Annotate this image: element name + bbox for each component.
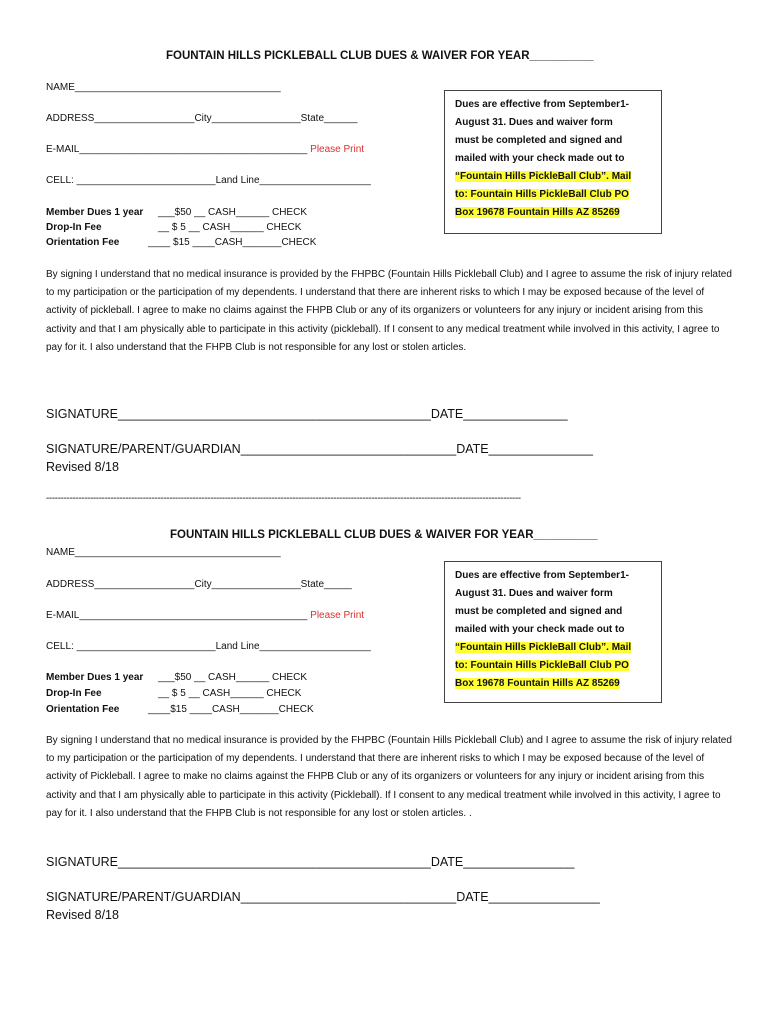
box-line-highlighted: “Fountain Hills PickleBall Club”. Mail <box>455 642 632 653</box>
signature-line[interactable]: SIGNATURE_____________________________________________DATE________________ <box>46 855 575 869</box>
name-field[interactable]: NAME_____________________________________ <box>46 547 281 558</box>
fee-label: Orientation Fee <box>46 704 120 715</box>
parent-signature-line[interactable]: SIGNATURE/PARENT/GUARDIAN_______________________________DATE_______________ <box>46 442 593 456</box>
email-label: E-MAIL_________________________________________ <box>46 610 308 621</box>
fee-detail[interactable]: ___$50 __ CASH______ CHECK <box>158 207 307 218</box>
fee-label: Orientation Fee <box>46 237 120 248</box>
box-line: mailed with your check made out to <box>455 153 625 164</box>
box-line: must be completed and signed and <box>455 135 623 146</box>
cell-field[interactable]: CELL: _________________________Land Line____________________ <box>46 641 371 652</box>
name-field[interactable]: NAME_____________________________________ <box>46 82 281 93</box>
cut-line-separator: ------------------------------------------------------------------------------------------------------------------------------------------------------------------ <box>46 493 521 504</box>
cell-field[interactable]: CELL: _________________________Land Line____________________ <box>46 175 371 186</box>
box-line: mailed with your check made out to <box>455 624 625 635</box>
please-print-note: Please Print <box>310 144 365 155</box>
fee-detail[interactable]: ___$50 __ CASH______ CHECK <box>158 672 307 683</box>
box-line: must be completed and signed and <box>455 606 623 617</box>
form-title: FOUNTAIN HILLS PICKLEBALL CLUB DUES & WAIVER FOR YEAR__________ <box>166 50 594 62</box>
address-field[interactable]: ADDRESS__________________City________________State_____ <box>46 579 352 590</box>
dues-info-box <box>444 561 662 703</box>
dues-info-box <box>444 90 662 234</box>
box-line: August 31. Dues and waiver form <box>455 588 613 599</box>
box-line: Dues are effective from September1- <box>455 99 629 110</box>
fee-detail[interactable]: __ $ 5 __ CASH______ CHECK <box>158 688 302 699</box>
waiver-text: By signing I understand that no medical insurance is provided by the FHPBC (Fountain Hills Pickleball Club) and I agree to assume the risk of injury related to my participation or the participation of my dependents. I understand that there are inherent risks to which I may be exposed because of the level of activity of Pickleball. I agree to make no claims against the FHPB Club or any of its organizers or volunteers for any injury or incident arising from this activity and that I am physically able to participate in this activity (Pickleball). If I consent to any medical treatment while involved in this activity, I agree to pay for it. I also understand that the FHPB Club is not responsible for any lost or stolen articles. . <box>46 735 732 819</box>
revised-date: Revised 8/18 <box>46 908 119 922</box>
box-line-highlighted: to: Fountain Hills PickleBall Club PO <box>455 660 629 671</box>
fee-detail[interactable]: ____$15 ____CASH_______CHECK <box>148 704 314 715</box>
box-line: August 31. Dues and waiver form <box>455 117 613 128</box>
fee-label: Drop-In Fee <box>46 688 102 699</box>
box-line-highlighted: Box 19678 Fountain Hills AZ 85269 <box>455 678 620 689</box>
email-field[interactable] <box>46 610 364 621</box>
fee-label: Drop-In Fee <box>46 222 102 233</box>
fee-label: Member Dues 1 year <box>46 207 144 218</box>
parent-signature-line[interactable]: SIGNATURE/PARENT/GUARDIAN_______________________________DATE________________ <box>46 890 600 904</box>
address-field[interactable]: ADDRESS__________________City________________State______ <box>46 113 358 124</box>
box-line: Dues are effective from September1- <box>455 570 629 581</box>
form-title: FOUNTAIN HILLS PICKLEBALL CLUB DUES & WAIVER FOR YEAR__________ <box>170 529 598 541</box>
email-label: E-MAIL_________________________________________ <box>46 144 308 155</box>
fee-label: Member Dues 1 year <box>46 672 144 683</box>
signature-line[interactable]: SIGNATURE_____________________________________________DATE_______________ <box>46 407 568 421</box>
revised-date: Revised 8/18 <box>46 460 119 474</box>
box-line-highlighted: to: Fountain Hills PickleBall Club PO <box>455 189 629 200</box>
box-line-highlighted: Box 19678 Fountain Hills AZ 85269 <box>455 207 620 218</box>
fee-detail[interactable]: __ $ 5 __ CASH______ CHECK <box>158 222 302 233</box>
please-print-note: Please Print <box>310 610 365 621</box>
waiver-text: By signing I understand that no medical insurance is provided by the FHPBC (Fountain Hills Pickleball Club) and I agree to assume the risk of injury related to my participation or the participation of my dependents. I understand that there are inherent risks to which I may be exposed because of the level of activity of pickleball. I agree to make no claims against the FHPB Club or any of its organizers or volunteers for any injury or incident arising from this activity and that I am physically able to participate in this activity (pickleball). If I consent to any medical treatment while involved in this activity, I agree to pay for it. I also understand that the FHPB Club is not responsible for any lost or stolen articles. <box>46 269 732 353</box>
box-line-highlighted: “Fountain Hills PickleBall Club”. Mail <box>455 171 632 182</box>
email-field[interactable] <box>46 144 364 155</box>
fee-detail[interactable]: ____ $15 ____CASH_______CHECK <box>148 237 317 248</box>
